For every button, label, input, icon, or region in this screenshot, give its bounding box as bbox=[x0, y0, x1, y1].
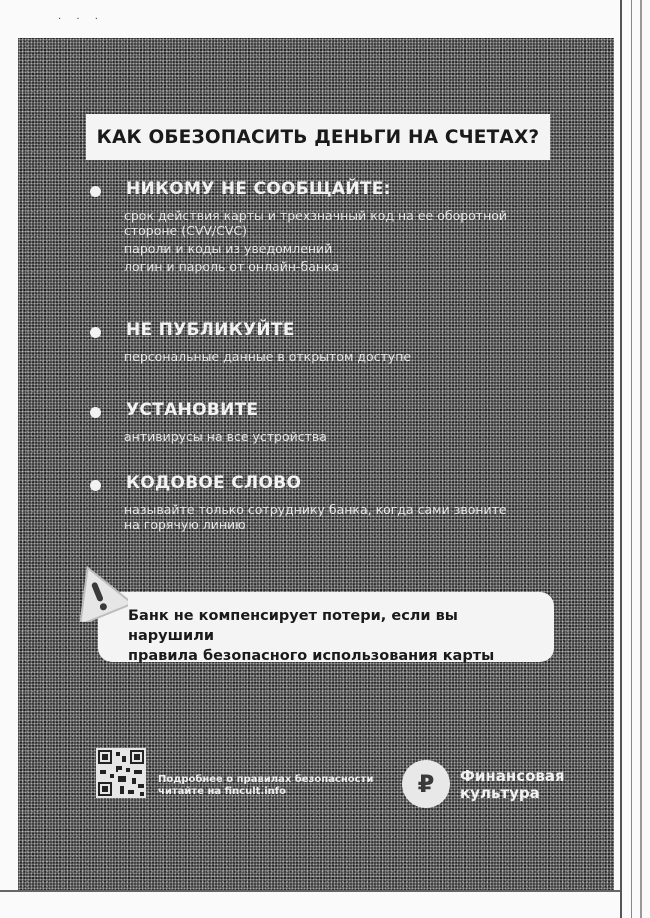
tip-line: логин и пароль от онлайн-банка bbox=[124, 259, 340, 274]
page-title: КАК ОБЕЗОПАСИТЬ ДЕНЬГИ НА СЧЕТАХ? bbox=[96, 126, 540, 148]
brand-line: Финансовая bbox=[460, 767, 565, 785]
scan-edge-line bbox=[640, 0, 642, 918]
tip-line: пароли и коды из уведомлений bbox=[124, 241, 333, 256]
tip-lines bbox=[124, 349, 524, 367]
tip-lines bbox=[124, 208, 524, 277]
tip-heading: КОДОВОЕ СЛОВО bbox=[126, 473, 302, 493]
footer-text bbox=[158, 774, 378, 798]
tip-heading: УСТАНОВИТЕ bbox=[126, 400, 259, 420]
scan-edge bbox=[620, 0, 632, 918]
title-box bbox=[86, 114, 550, 160]
footer-line: читайте на fincult.info bbox=[158, 786, 286, 797]
bullet-icon bbox=[90, 480, 101, 491]
scan-bottom-line bbox=[0, 890, 620, 892]
tip-line: антивирусы на все устройства bbox=[124, 429, 327, 444]
warning-text bbox=[128, 606, 538, 666]
warning-triangle-icon bbox=[66, 560, 128, 622]
tip-line: персональные данные в открытом доступе bbox=[124, 349, 412, 364]
tip-line: срок действия карты и трехзначный код на ее оборотной bbox=[124, 208, 508, 223]
poster bbox=[18, 38, 614, 890]
tip-lines bbox=[124, 429, 524, 447]
tip-heading: НИКОМУ НЕ СООБЩАЙТЕ: bbox=[126, 179, 391, 199]
tip-lines bbox=[124, 502, 524, 535]
tip-line: называйте только сотруднику банка, когда сами звоните bbox=[124, 502, 507, 517]
brand-line: культура bbox=[460, 784, 540, 802]
scan-specks: · · · bbox=[58, 14, 104, 25]
bullet-icon bbox=[90, 407, 101, 418]
warning-line: правила безопасного использования карты bbox=[128, 648, 495, 664]
bullet-icon bbox=[90, 327, 101, 338]
warning-line: Банк не компенсирует потери, если вы нарушили bbox=[128, 608, 458, 644]
footer-line: Подробнее о правилах безопасности bbox=[158, 774, 374, 785]
bullet-icon bbox=[90, 186, 101, 197]
brand-logo-text bbox=[460, 768, 600, 802]
tip-line: на горячую линию bbox=[124, 517, 246, 532]
tip-heading: НЕ ПУБЛИКУЙТЕ bbox=[126, 320, 295, 340]
warning-card bbox=[98, 592, 554, 662]
qr-code-icon bbox=[96, 748, 146, 798]
ruble-glyph: ₽ bbox=[417, 770, 435, 798]
tip-line: стороне (CVV/CVC) bbox=[124, 223, 248, 238]
ruble-logo-icon bbox=[402, 760, 450, 808]
